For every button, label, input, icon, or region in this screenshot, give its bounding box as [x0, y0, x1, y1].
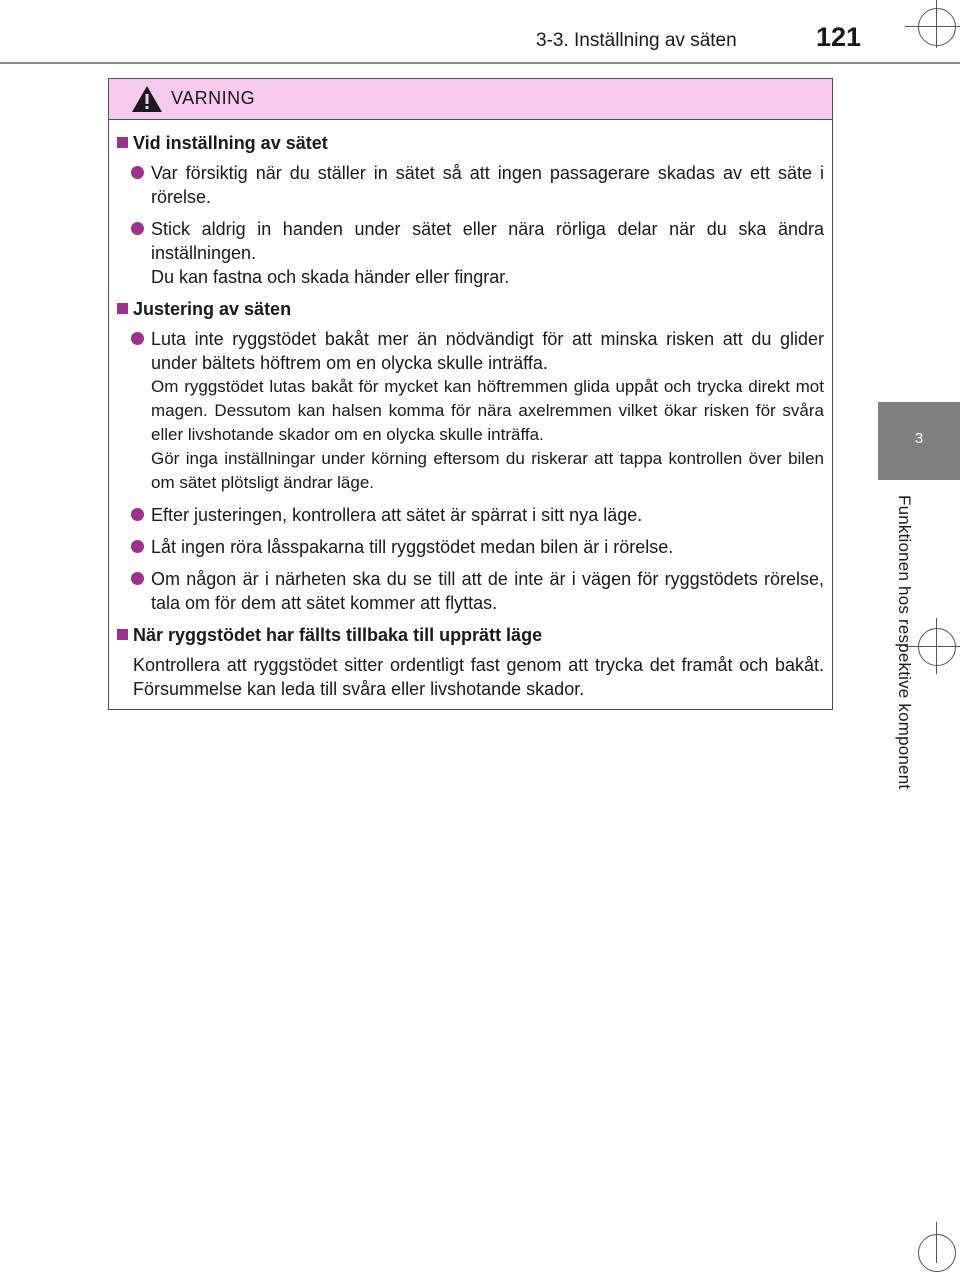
section-text: Kontrollera att ryggstödet sitter ordentligt fast genom att trycka det framåt och bakåt. Försummelse kan leda till svåra eller livshotande skador. [133, 655, 824, 699]
section-title: 3-3. Inställning av säten [536, 30, 737, 51]
page-number: 121 [816, 22, 862, 52]
bullet-text: Om ryggstödet lutas bakåt för mycket kan höftremmen glida uppåt och trycka direkt mot magen. Dessutom kan halsen komma för nära axelremmen vilket ökar risken för svåra eller livshotande skador om en olycka skulle inträffa. [151, 377, 824, 444]
list-item [113, 327, 824, 495]
list-item [113, 535, 824, 559]
round-bullet-icon [131, 222, 144, 235]
round-bullet-icon [131, 332, 144, 345]
round-bullet-icon [131, 508, 144, 521]
warning-title: VARNING [171, 88, 256, 108]
list-item [113, 161, 824, 209]
bullet-text: Gör inga inställningar under körning eftersom du riskerar att tappa kontrollen över bilen om sätet plötsligt ändrar läge. [151, 449, 824, 492]
chapter-tab [878, 402, 960, 480]
square-bullet-icon [117, 629, 128, 640]
warning-header [109, 79, 832, 120]
bullet-text: Luta inte ryggstödet bakåt mer än nödvändigt för att minska risken att du glider under bältets höftrem om en olycka skulle inträffa. [151, 329, 824, 373]
list-item [113, 503, 824, 527]
square-bullet-icon [117, 303, 128, 314]
warning-triangle-icon [131, 85, 163, 113]
bullet-text: Efter justeringen, kontrollera att sätet är spärrat i sitt nya läge. [151, 505, 643, 525]
round-bullet-icon [131, 540, 144, 553]
section-heading-text: Vid inställning av sätet [133, 133, 328, 153]
warning-body [109, 131, 832, 709]
bullet-text: Om någon är i närheten ska du se till att de inte är i vägen för ryggstödets rörelse, tala om för dem att sätet kommer att flyttas. [151, 569, 824, 613]
chapter-title-text: Funktionen hos respektive komponent [895, 495, 914, 790]
bullet-text: Stick aldrig in handen under sätet eller nära rörliga delar när du ska ändra inställningen. [151, 219, 824, 263]
chapter-title [893, 495, 915, 825]
header-rule [0, 62, 960, 64]
section-heading [113, 297, 824, 321]
bullet-text: Du kan fastna och skada händer eller fingrar. [151, 267, 510, 287]
list-item [113, 567, 824, 615]
section-heading [113, 623, 824, 647]
list-item [113, 217, 824, 289]
section-heading [113, 131, 824, 155]
bullet-text: Låt ingen röra låsspakarna till ryggstödet medan bilen är i rörelse. [151, 537, 674, 557]
bullet-text: Var försiktig när du ställer in sätet så att ingen passagerare skadas av ett säte i rörelse. [151, 163, 824, 207]
round-bullet-icon [131, 572, 144, 585]
chapter-number: 3 [914, 430, 924, 447]
section-heading-text: När ryggstödet har fällts tillbaka till upprätt läge [133, 625, 543, 645]
round-bullet-icon [131, 166, 144, 179]
section-heading-text: Justering av säten [133, 299, 292, 319]
square-bullet-icon [117, 137, 128, 148]
warning-box [108, 78, 833, 710]
